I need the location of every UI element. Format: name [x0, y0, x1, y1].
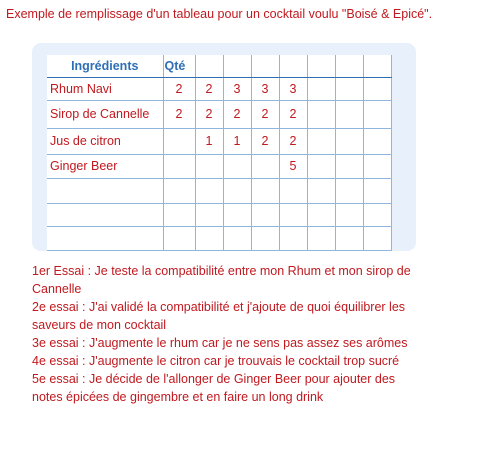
table-row — [47, 154, 391, 178]
header-ingredients: Ingrédients — [47, 55, 163, 77]
quantity-cell: 2 — [251, 128, 279, 154]
quantity-cell — [251, 178, 279, 203]
quantity-cell — [279, 203, 307, 226]
note-trial-1: 1er Essai : Je teste la compatibilité entre mon Rhum et mon sirop de Cannelle — [32, 264, 411, 296]
quantity-cell — [163, 178, 195, 203]
ingredient-name: Ginger Beer — [47, 154, 163, 178]
ingredient-name: Jus de citron — [47, 128, 163, 154]
table-row — [47, 203, 391, 226]
quantity-cell — [163, 154, 195, 178]
quantity-cell — [163, 203, 195, 226]
ingredients-table — [47, 55, 392, 251]
ingredient-name — [47, 203, 163, 226]
quantity-cell: 1 — [223, 128, 251, 154]
note-trial-4: 4e essai : J'augmente le citron car je trouvais le cocktail trop sucré — [32, 354, 400, 368]
quantity-cell — [195, 203, 223, 226]
quantity-cell — [251, 226, 279, 250]
quantity-cell: 1 — [195, 128, 223, 154]
quantity-cell — [195, 226, 223, 250]
table-row — [47, 77, 391, 100]
header-qte: Qté — [163, 55, 195, 77]
note-trial-3: 3e essai : J'augmente le rhum car je ne sens pas assez ses arômes — [32, 336, 408, 350]
table-header-row — [47, 55, 391, 77]
quantity-cell: 2 — [223, 100, 251, 128]
quantity-cell — [223, 154, 251, 178]
quantity-cell: 3 — [223, 77, 251, 100]
note-trial-5: 5e essai : Je décide de l'allonger de Ginger Beer pour ajouter des notes épicées de gingembre et en faire un long drink — [32, 372, 396, 404]
ingredient-name: Rhum Navi — [47, 77, 163, 100]
ingredient-name: Sirop de Cannelle — [47, 100, 163, 128]
table-row — [47, 178, 391, 203]
quantity-cell — [223, 226, 251, 250]
quantity-cell: 2 — [279, 128, 307, 154]
quantity-cell — [279, 178, 307, 203]
quantity-cell — [223, 178, 251, 203]
quantity-cell: 2 — [163, 100, 195, 128]
quantity-cell — [195, 154, 223, 178]
quantity-cell — [223, 203, 251, 226]
table-row — [47, 100, 391, 128]
quantity-cell: 2 — [163, 77, 195, 100]
quantity-cell: 2 — [279, 100, 307, 128]
quantity-cell — [163, 226, 195, 250]
quantity-cell — [279, 226, 307, 250]
quantity-cell: 2 — [195, 100, 223, 128]
quantity-cell — [163, 128, 195, 154]
quantity-cell — [251, 154, 279, 178]
quantity-cell: 2 — [251, 100, 279, 128]
quantity-cell — [195, 178, 223, 203]
quantity-cell: 3 — [251, 77, 279, 100]
quantity-cell: 5 — [279, 154, 307, 178]
quantity-cell — [251, 203, 279, 226]
note-trial-2: 2e essai : J'ai validé la compatibilité et j'ajoute de quoi équilibrer les saveurs de mon cocktail — [32, 300, 406, 332]
ingredient-name — [47, 226, 163, 250]
ingredient-name — [47, 178, 163, 203]
quantity-cell: 2 — [195, 77, 223, 100]
page-title: Exemple de remplissage d'un tableau pour un cocktail voulu "Boisé & Epicé". — [6, 7, 433, 21]
table-row — [47, 128, 391, 154]
trial-notes — [32, 262, 412, 406]
quantity-cell: 3 — [279, 77, 307, 100]
table-row — [47, 226, 391, 250]
